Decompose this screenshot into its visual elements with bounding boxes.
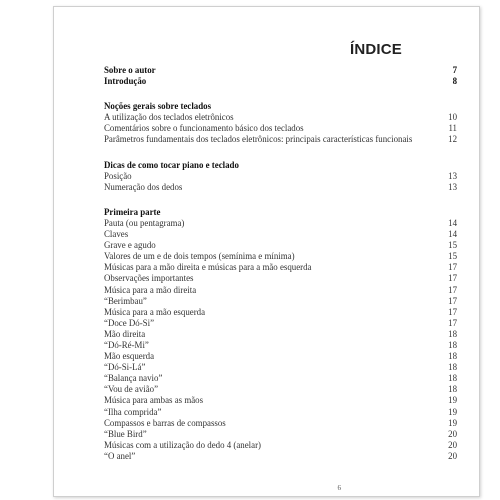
entry-page-number: 14	[448, 217, 457, 228]
entry-page-number: 19	[448, 406, 457, 417]
entry-title: “Dó-Si-Lá”	[104, 362, 146, 373]
entry-page-number: 17	[448, 284, 457, 295]
entry-title: Músicas com a utilização do dedo 4 (anelar)	[104, 439, 261, 450]
entry-title: “O anel”	[104, 450, 136, 461]
toc-section	[104, 101, 457, 145]
entry-page-number: 18	[448, 384, 457, 395]
entry-title: Música para a mão direita	[104, 284, 197, 295]
toc-entry	[104, 384, 457, 395]
table-of-contents	[104, 65, 457, 476]
entry-page-number: 18	[448, 328, 457, 339]
toc-entry	[104, 407, 457, 418]
entry-page-number: 13	[448, 170, 457, 181]
entry-title: “Doce Dó-Si”	[104, 317, 155, 328]
entry-title: Músicas para a mão direita e músicas para a mão esquerda	[104, 262, 312, 273]
entry-page-number: 12	[448, 134, 457, 145]
toc-entry	[104, 112, 457, 123]
entry-title: Valores de um e de dois tempos (semínima e mínima)	[104, 251, 295, 262]
section-heading: Noções gerais sobre teclados	[104, 101, 212, 112]
section-heading: Dicas de como tocar piano e teclado	[104, 159, 239, 170]
entry-title: Pauta (ou pentagrama)	[104, 217, 185, 228]
entry-title: Posição	[104, 170, 132, 181]
toc-entry	[104, 65, 457, 76]
entry-title: “Berimbau”	[104, 295, 147, 306]
entry-title: Música para ambas as mãos	[104, 395, 204, 406]
toc-entry	[104, 373, 457, 384]
toc-entry	[104, 229, 457, 240]
entry-title: Observações importantes	[104, 273, 194, 284]
entry-page-number: 7	[452, 65, 457, 75]
entry-page-number: 18	[448, 362, 457, 373]
toc-entry	[104, 76, 457, 87]
toc-entry	[104, 251, 457, 262]
toc-section	[104, 65, 457, 87]
entry-page-number: 18	[448, 351, 457, 362]
toc-entry	[104, 307, 457, 318]
entry-title: “Blue Bird”	[104, 428, 147, 439]
entry-page-number: 20	[448, 450, 457, 461]
toc-entry	[104, 273, 457, 284]
entry-page-number: 14	[448, 229, 457, 240]
entry-page-number: 10	[448, 112, 457, 123]
entry-title: Mão direita	[104, 328, 146, 339]
entry-page-number: 17	[448, 273, 457, 284]
entry-title: Comentários sobre o funcionamento básico dos teclados	[104, 123, 304, 134]
entry-title: “Ilha comprida”	[104, 406, 162, 417]
toc-entry	[104, 340, 457, 351]
entry-title: “Vou de avião”	[104, 384, 159, 395]
toc-entry	[104, 182, 457, 193]
entry-title: Claves	[104, 229, 129, 240]
toc-entry	[104, 440, 457, 451]
toc-section	[104, 160, 457, 193]
section-heading: Primeira parte	[104, 206, 161, 217]
entry-page-number: 17	[448, 295, 457, 306]
entry-page-number: 15	[448, 240, 457, 251]
entry-title: “Dó-Ré-Mi”	[104, 339, 149, 350]
entry-title: Numeração dos dedos	[104, 181, 183, 192]
entry-page-number: 13	[448, 181, 457, 192]
entry-page-number: 17	[448, 262, 457, 273]
document-page	[53, 6, 480, 497]
toc-section	[104, 207, 457, 462]
entry-page-number: 19	[448, 417, 457, 428]
entry-title: “Balança navio”	[104, 373, 163, 384]
entry-page-number: 19	[448, 395, 457, 406]
toc-entry	[104, 362, 457, 373]
entry-page-number: 20	[448, 428, 457, 439]
entry-title: Música para a mão esquerda	[104, 306, 206, 317]
entry-title: A utilização dos teclados eletrônicos	[104, 112, 234, 123]
entry-page-number: 17	[448, 317, 457, 328]
entry-page-number: 15	[448, 251, 457, 262]
entry-page-number: 11	[448, 123, 457, 134]
toc-entry	[104, 123, 457, 134]
entry-page-number: 18	[448, 373, 457, 384]
toc-entry	[104, 418, 457, 429]
entry-title: Compassos e barras de compassos	[104, 417, 226, 428]
toc-entry	[104, 240, 457, 251]
entry-title: Introdução	[104, 76, 147, 87]
toc-entry	[104, 296, 457, 307]
page-number: 6	[337, 484, 341, 492]
toc-entry	[104, 351, 457, 362]
entry-page-number: 18	[448, 339, 457, 350]
entry-page-number: 8	[452, 76, 457, 87]
toc-entry	[104, 285, 457, 296]
toc-entry	[104, 329, 457, 340]
toc-entry	[104, 395, 457, 406]
toc-entry	[104, 429, 457, 440]
toc-entry	[104, 318, 457, 329]
toc-entry	[104, 262, 457, 273]
entry-page-number: 20	[448, 439, 457, 450]
entry-title: Parâmetros fundamentais dos teclados eletrônicos: principais características funcionais	[104, 134, 413, 145]
toc-entry	[104, 218, 457, 229]
toc-entry	[104, 451, 457, 462]
toc-entry	[104, 134, 457, 145]
entry-title: Grave e agudo	[104, 240, 156, 251]
entry-title: Sobre o autor	[104, 65, 156, 75]
index-title: ÍNDICE	[349, 41, 402, 58]
entry-title: Mão esquerda	[104, 351, 155, 362]
toc-entry	[104, 171, 457, 182]
entry-page-number: 17	[448, 306, 457, 317]
